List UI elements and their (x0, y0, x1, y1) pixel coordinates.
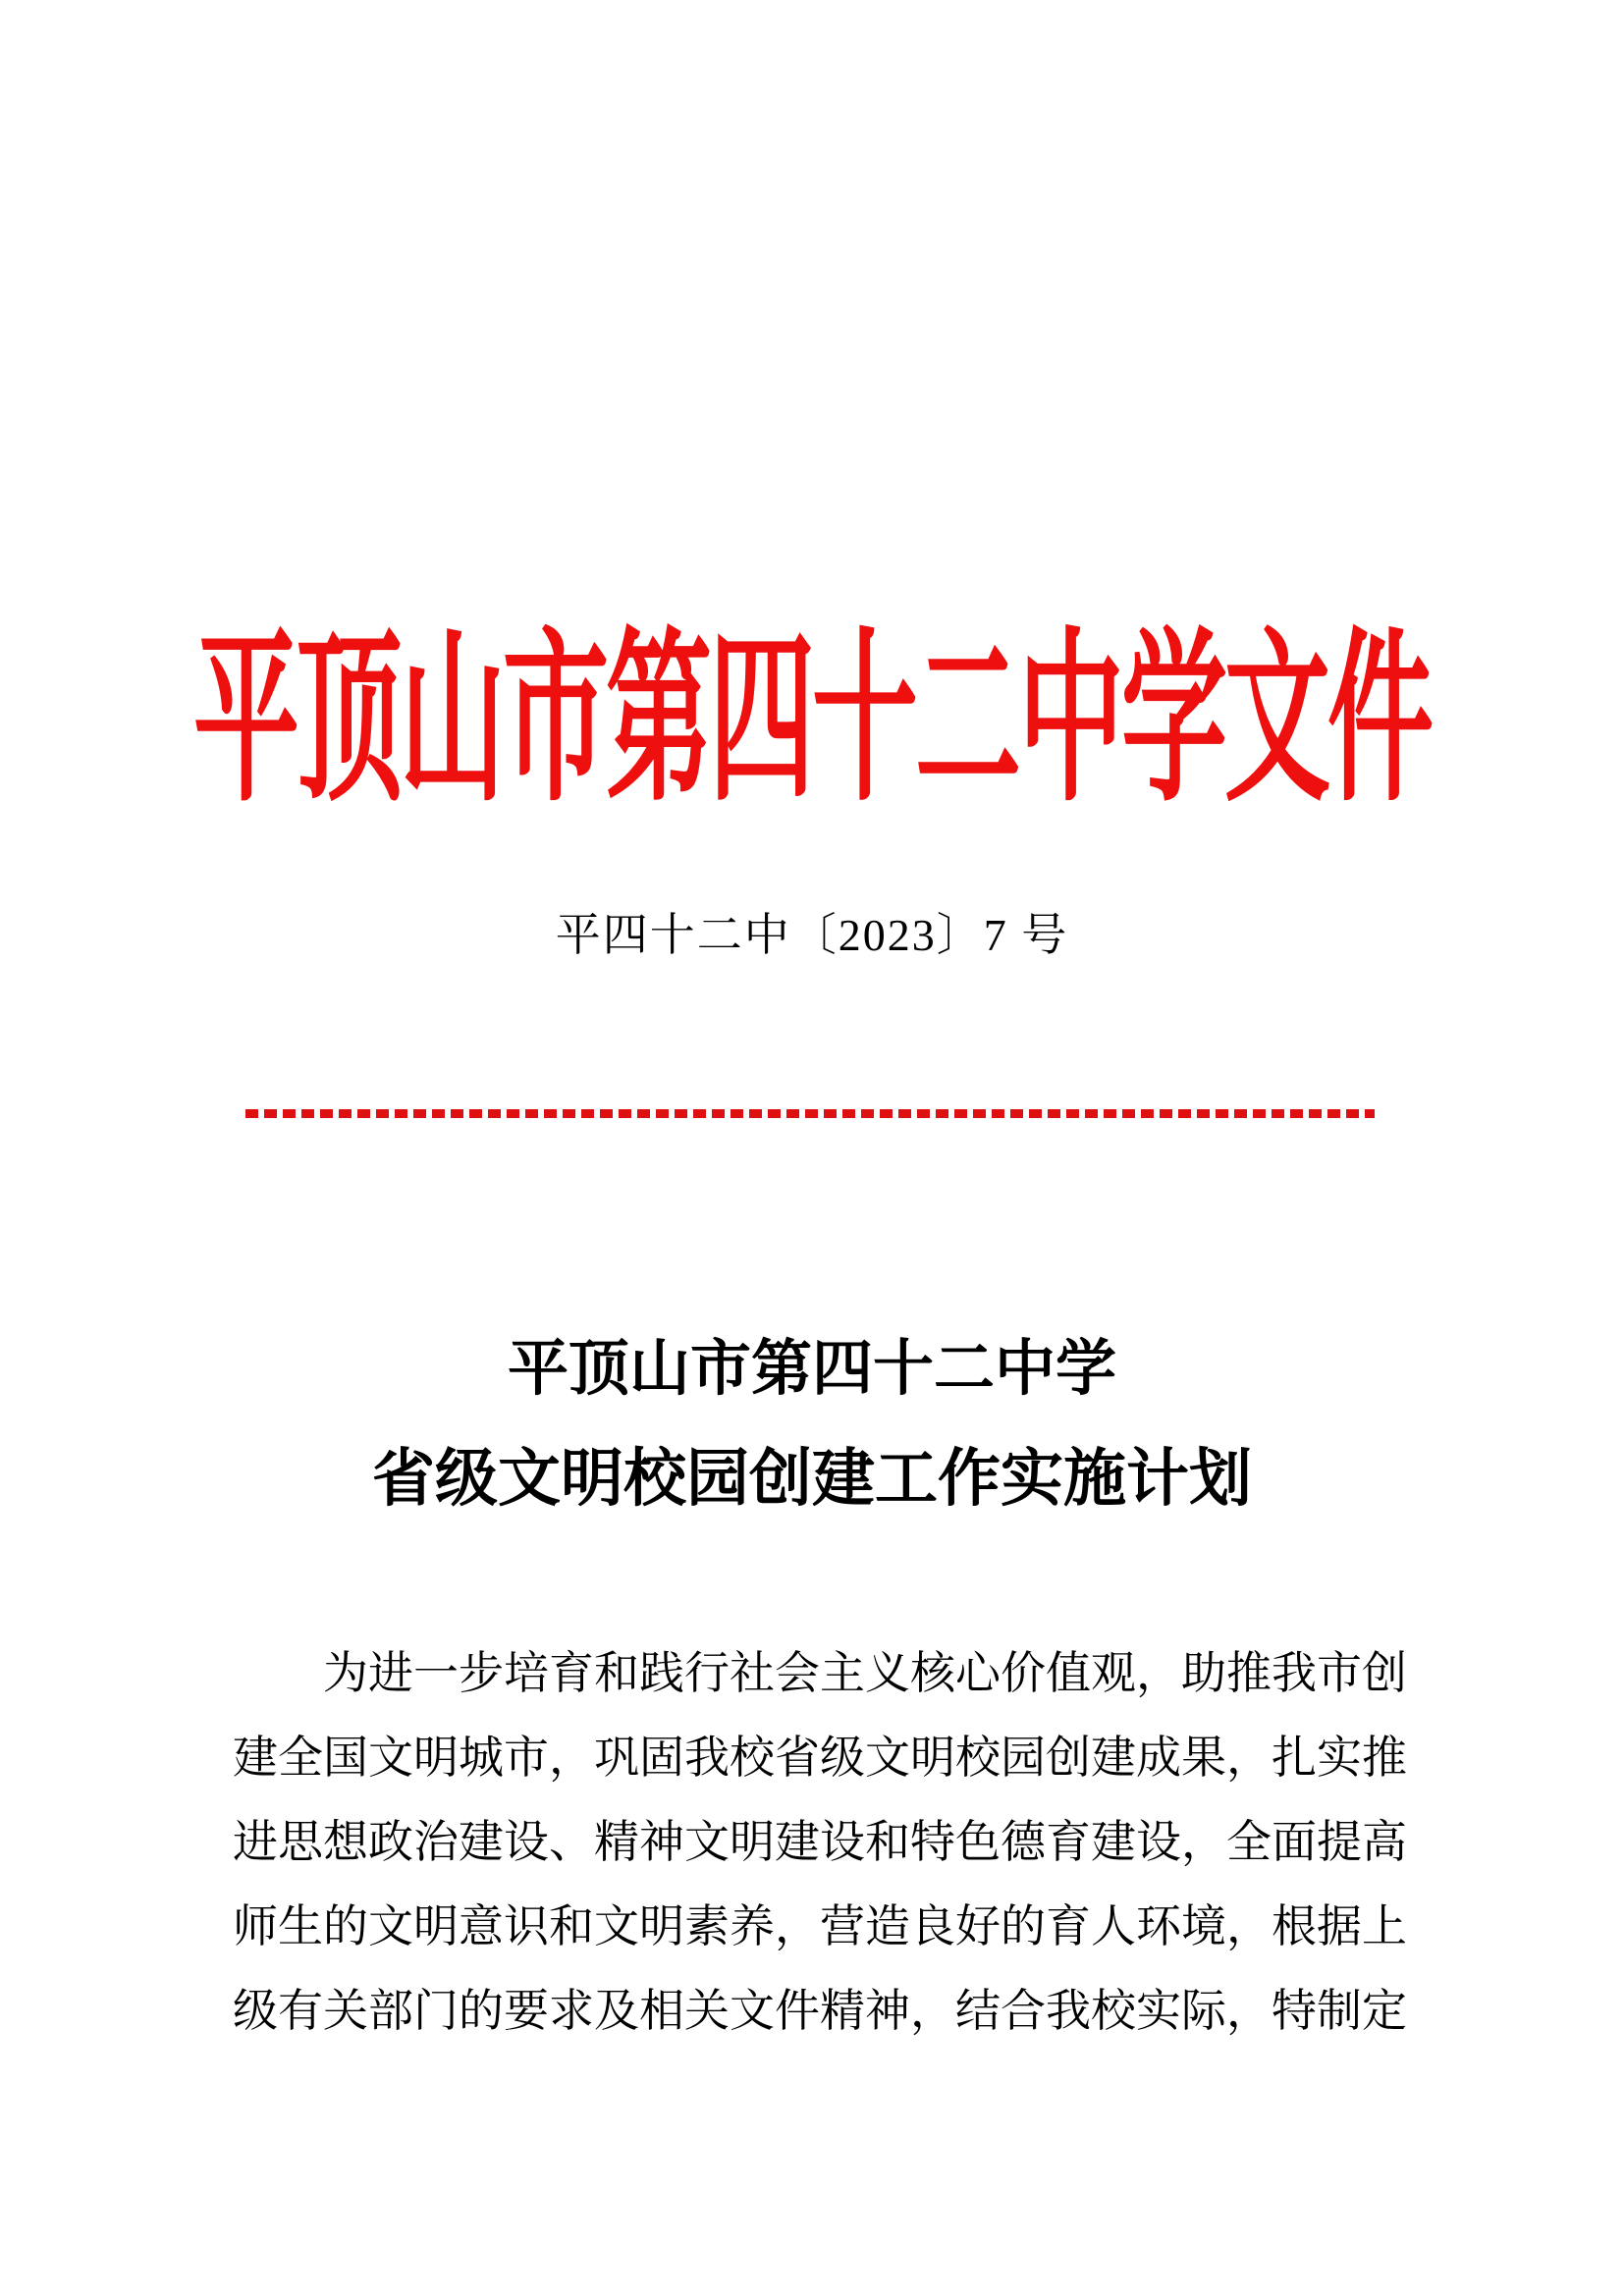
letterhead-title: 平顶山市第四十二中学文件 (192, 619, 1431, 825)
letterhead (0, 619, 1624, 854)
document-title-line1: 平顶山市第四十二中学 (507, 1335, 1116, 1403)
paragraph-line: 级有关部门的要求及相关文件精神，结合我校实际，特制定 (233, 1986, 1407, 2036)
paragraph-line: 进思想政治建设、精神文明建设和特色德育建设，全面提高 (233, 1817, 1407, 1867)
body-paragraph (233, 1631, 1407, 2054)
red-divider-line (245, 1109, 1375, 1118)
paragraph-line: 建全国文明城市，巩固我校省级文明校园创建成果，扎实推 (233, 1733, 1407, 1783)
paragraph-line: 为进一步培育和践行社会主义核心价值观，助推我市创 (233, 1648, 1407, 1698)
document-title-line2: 省级文明校园创建工作实施计划 (372, 1443, 1252, 1514)
paragraph-line: 师生的文明意识和文明素养，营造良好的育人环境，根据上 (233, 1901, 1407, 1951)
document-number: 平四十二中〔2023〕7 号 (555, 910, 1069, 960)
